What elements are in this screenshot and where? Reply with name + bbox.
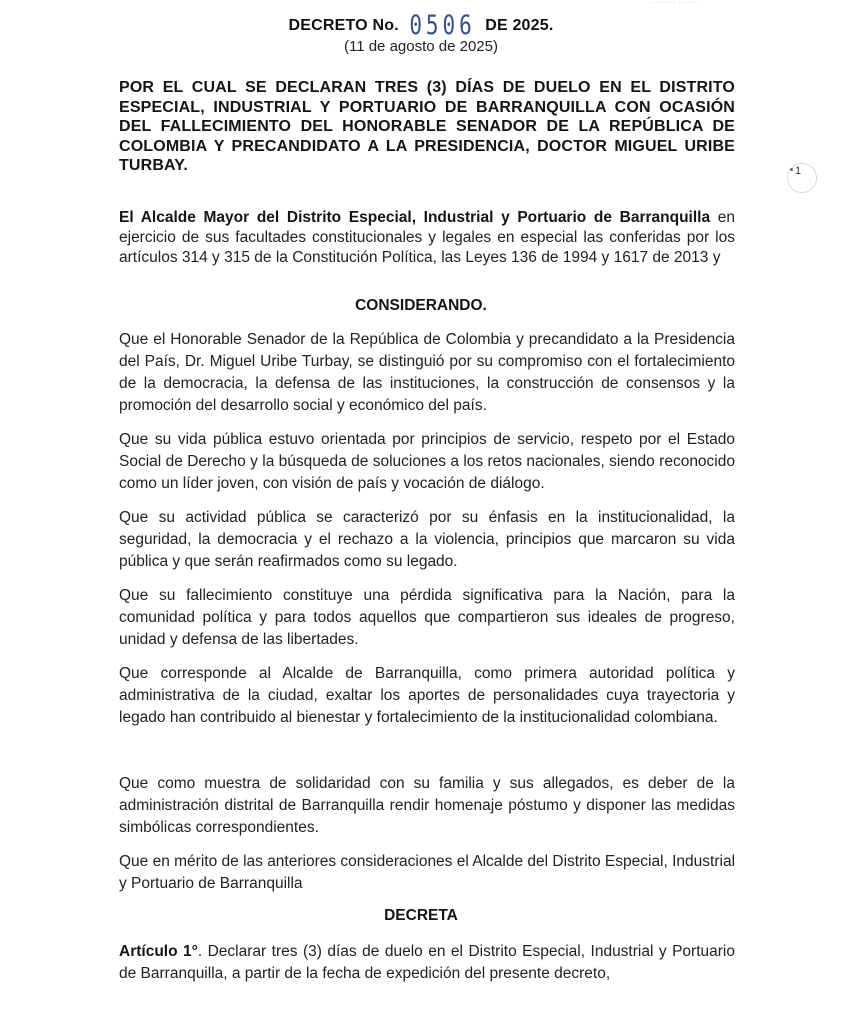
article-1 [119, 941, 735, 985]
decree-date: (11 de agosto de 2025) [343, 38, 498, 55]
decree-year: DE 2025. [485, 17, 554, 34]
mayor-authority: El Alcalde Mayor del Distrito Especial, Industrial y Portuario de Barranquilla [119, 209, 711, 226]
article-1-label: Artículo 1° [119, 943, 198, 960]
page-marker [787, 163, 817, 193]
decree-heading [0, 6, 842, 41]
considerando-heading: CONSIDERANDO. [355, 297, 487, 314]
considerando-paragraph: Que su fallecimiento constituye una pérdida significativa para la Nación, para la comunidad política y para todos aquellos que compartieron sus ideales de progreso, unidad y defensa de las libertades. [119, 587, 735, 648]
decreta-heading: DECRETA [384, 907, 458, 924]
mayor-preamble [119, 208, 735, 268]
considerando-paragraph: Que corresponde al Alcalde de Barranquilla, como primera autoridad política y administrativa de la ciudad, exaltar los aportes de personalidades cuya trayectoria y legado han contribuido al bienestar y fortalecimiento de la institucionalidad colombiana. [119, 665, 735, 726]
considerando-paragraph: Que como muestra de solidaridad con su familia y sus allegados, es deber de la administración distrital de Barranquilla rendir homenaje póstumo y disponer las medidas simbólicas correspondientes. [119, 775, 735, 836]
considerando-paragraph: Que su vida pública estuvo orientada por principios de servicio, respeto por el Estado Social de Derecho y la búsqueda de soluciones a los retos nacionales, siendo reconocido como un líder joven, con visión de país y vocación de diálogo. [119, 431, 735, 492]
decree-title: POR EL CUAL SE DECLARAN TRES (3) DÍAS DE DUELO EN EL DISTRITO ESPECIAL, INDUSTRIAL Y PORTUARIO DE BARRANQUILLA CON OCASIÓN DEL FALLECIMIENTO DEL HONORABLE SENADOR DE LA REPÚBLICA DE COLOMBIA Y PRECANDIDATO A LA PRESIDENCIA, DOCTOR MIGUEL URIBE TURBAY. [119, 79, 735, 174]
decree-prefix: DECRETO No. [288, 17, 399, 34]
mayor-powers: en ejercicio de sus facultades constitucionales y legales en especial las conferidas por los artículos 314 y 315 de la Constitución Política, las Leyes 136 de 1994 y 1617 de 2013 y [119, 209, 736, 266]
article-1-text: . Declarar tres (3) días de duelo en el Distrito Especial, Industrial y Portuario de Barranquilla, a partir de la fecha de expedición del presente decreto, [119, 943, 735, 982]
page-marker-dot-icon [790, 168, 793, 171]
decree-number-stamp: 0506 [408, 10, 476, 41]
considerando-paragraph: Que en mérito de las anteriores consideraciones el Alcalde del Distrito Especial, Industrial y Portuario de Barranquilla [119, 853, 736, 892]
page-marker-number: 1 [795, 165, 802, 177]
considerando-paragraph: Que su actividad pública se caracterizó por su énfasis en la institucionalidad, la seguridad, la democracia y el rechazo a la violencia, principios que marcaron su vida pública y que serán reafirmados como su legado. [119, 509, 735, 570]
considerando-paragraph: Que el Honorable Senador de la República de Colombia y precandidato a la Presidencia del País, Dr. Miguel Uribe Turbay, se distinguió por su compromiso con el fortalecimiento de la democracia, la defensa de las instituciones, la construcción de consensos y la promoción del desarrollo social y económico del país. [119, 331, 735, 414]
header-stamp: ········ ······· [652, 0, 700, 6]
